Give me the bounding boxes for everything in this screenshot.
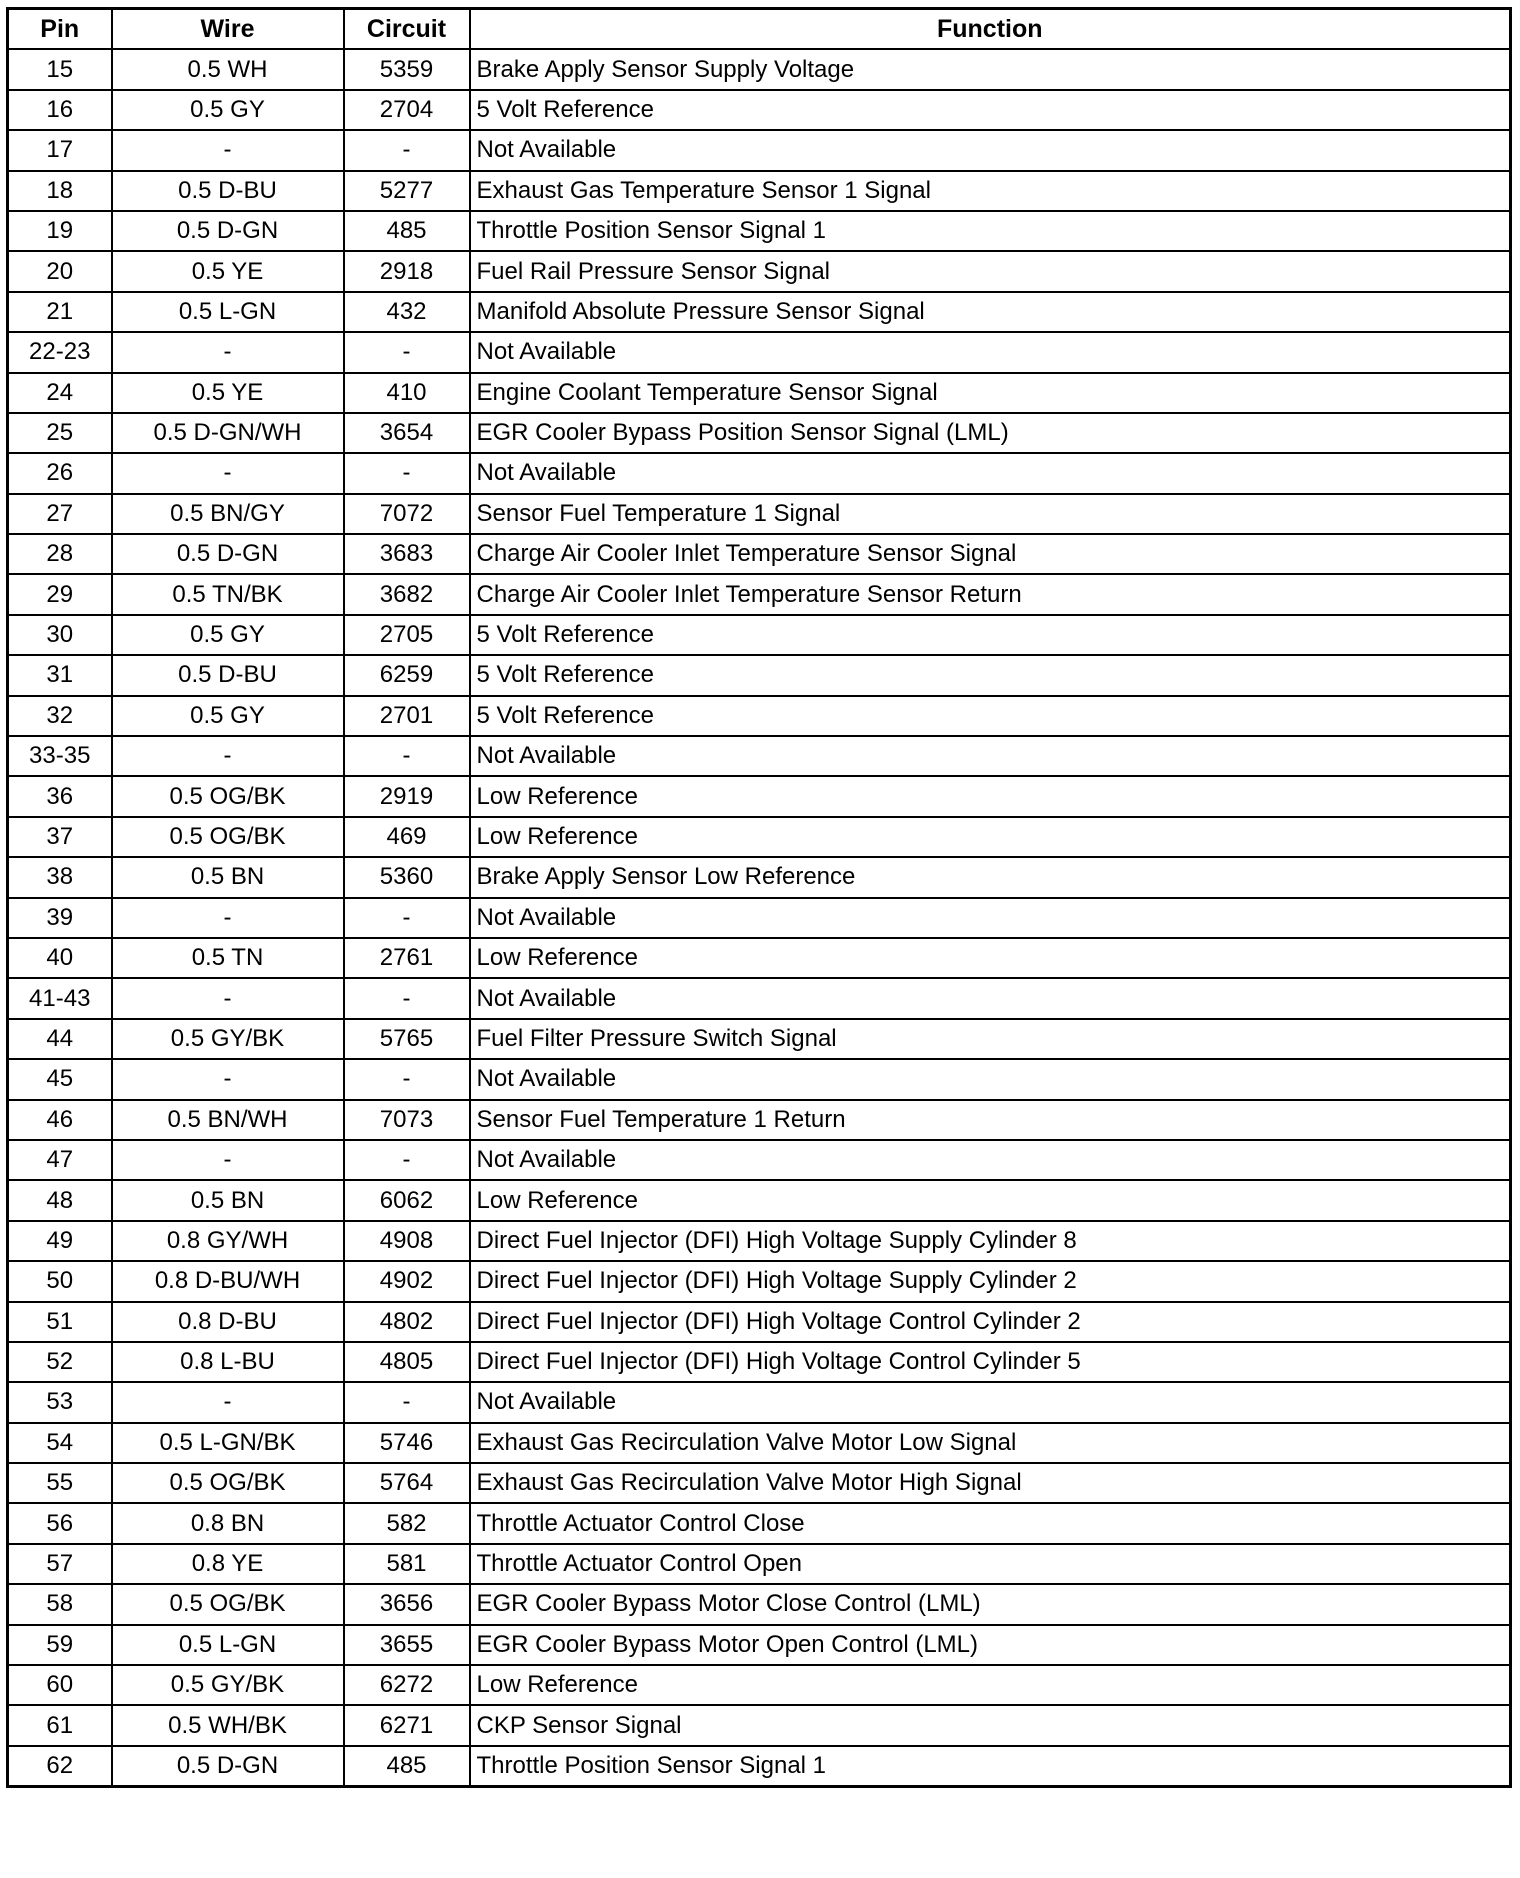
cell-circuit: 410 [344,373,470,413]
cell-wire: 0.5 TN [112,938,344,978]
cell-function: Exhaust Gas Recirculation Valve Motor High Signal [470,1463,1511,1503]
cell-circuit: 6259 [344,655,470,695]
cell-function: Throttle Actuator Control Close [470,1503,1511,1543]
table-body [8,49,1511,1786]
table-row [8,494,1511,534]
cell-function: 5 Volt Reference [470,90,1511,130]
cell-pin: 50 [8,1261,112,1301]
cell-wire: 0.5 D-BU [112,655,344,695]
cell-function: Direct Fuel Injector (DFI) High Voltage Control Cylinder 2 [470,1302,1511,1342]
cell-circuit: 6062 [344,1180,470,1220]
cell-pin: 39 [8,898,112,938]
cell-pin: 59 [8,1625,112,1665]
cell-function: Low Reference [470,938,1511,978]
cell-wire: 0.5 TN/BK [112,574,344,614]
cell-circuit: 432 [344,292,470,332]
table-row [8,655,1511,695]
cell-wire: 0.5 WH/BK [112,1705,344,1745]
table-row [8,776,1511,816]
table-row [8,898,1511,938]
cell-function: Low Reference [470,817,1511,857]
cell-wire: 0.5 D-GN [112,211,344,251]
cell-pin: 40 [8,938,112,978]
cell-circuit: 582 [344,1503,470,1543]
cell-pin: 32 [8,696,112,736]
cell-pin: 29 [8,574,112,614]
cell-wire: 0.5 BN/WH [112,1100,344,1140]
cell-function: Direct Fuel Injector (DFI) High Voltage Control Cylinder 5 [470,1342,1511,1382]
cell-wire: 0.5 D-GN [112,534,344,574]
cell-pin: 28 [8,534,112,574]
cell-pin: 17 [8,130,112,170]
header-wire: Wire [112,9,344,50]
cell-pin: 60 [8,1665,112,1705]
table-row [8,696,1511,736]
cell-pin: 25 [8,413,112,453]
cell-function: EGR Cooler Bypass Motor Close Control (LML) [470,1584,1511,1624]
cell-circuit: 4805 [344,1342,470,1382]
table-row [8,1544,1511,1584]
cell-wire: 0.5 L-GN/BK [112,1423,344,1463]
table-row [8,1302,1511,1342]
cell-wire: 0.5 L-GN [112,292,344,332]
cell-circuit: - [344,736,470,776]
table-row [8,1503,1511,1543]
cell-wire: 0.5 OG/BK [112,817,344,857]
cell-circuit: 2705 [344,615,470,655]
cell-pin: 15 [8,49,112,89]
cell-circuit: 6271 [344,1705,470,1745]
table-row [8,211,1511,251]
cell-wire: 0.5 L-GN [112,1625,344,1665]
cell-wire: 0.8 L-BU [112,1342,344,1382]
cell-pin: 18 [8,171,112,211]
table-row [8,1140,1511,1180]
cell-function: Throttle Actuator Control Open [470,1544,1511,1584]
table-row [8,1019,1511,1059]
cell-pin: 37 [8,817,112,857]
cell-circuit: - [344,332,470,372]
cell-circuit: 485 [344,1746,470,1787]
cell-function: Not Available [470,736,1511,776]
table-row [8,1100,1511,1140]
table-row [8,171,1511,211]
table-row [8,453,1511,493]
cell-pin: 38 [8,857,112,897]
cell-function: Manifold Absolute Pressure Sensor Signal [470,292,1511,332]
table-row [8,574,1511,614]
cell-pin: 47 [8,1140,112,1180]
table-row [8,1382,1511,1422]
table-row [8,978,1511,1018]
cell-wire: 0.8 YE [112,1544,344,1584]
cell-function: Not Available [470,1059,1511,1099]
cell-wire: 0.5 YE [112,373,344,413]
cell-circuit: 4802 [344,1302,470,1342]
cell-function: Fuel Filter Pressure Switch Signal [470,1019,1511,1059]
table-row [8,413,1511,453]
cell-function: Direct Fuel Injector (DFI) High Voltage Supply Cylinder 8 [470,1221,1511,1261]
cell-circuit: 2701 [344,696,470,736]
table-row [8,857,1511,897]
cell-function: CKP Sensor Signal [470,1705,1511,1745]
table-row [8,49,1511,89]
table-row [8,332,1511,372]
cell-pin: 54 [8,1423,112,1463]
cell-circuit: - [344,1059,470,1099]
cell-pin: 33-35 [8,736,112,776]
table-row [8,373,1511,413]
cell-pin: 16 [8,90,112,130]
cell-function: 5 Volt Reference [470,655,1511,695]
cell-wire: 0.8 GY/WH [112,1221,344,1261]
cell-function: Brake Apply Sensor Low Reference [470,857,1511,897]
cell-circuit: 3654 [344,413,470,453]
cell-pin: 41-43 [8,978,112,1018]
cell-wire: - [112,898,344,938]
cell-circuit: - [344,1140,470,1180]
cell-wire: - [112,978,344,1018]
cell-function: Low Reference [470,1180,1511,1220]
cell-pin: 31 [8,655,112,695]
table-row [8,251,1511,291]
cell-pin: 46 [8,1100,112,1140]
cell-circuit: 3656 [344,1584,470,1624]
cell-function: 5 Volt Reference [470,615,1511,655]
cell-function: Not Available [470,130,1511,170]
cell-pin: 26 [8,453,112,493]
cell-wire: 0.5 D-GN/WH [112,413,344,453]
cell-pin: 56 [8,1503,112,1543]
cell-circuit: - [344,130,470,170]
cell-pin: 20 [8,251,112,291]
cell-function: Sensor Fuel Temperature 1 Signal [470,494,1511,534]
cell-function: Throttle Position Sensor Signal 1 [470,1746,1511,1787]
cell-wire: 0.8 BN [112,1503,344,1543]
cell-circuit: 3655 [344,1625,470,1665]
table-row [8,1625,1511,1665]
cell-circuit: 5746 [344,1423,470,1463]
cell-circuit: 5360 [344,857,470,897]
cell-wire: 0.5 GY [112,615,344,655]
cell-wire: - [112,332,344,372]
cell-wire: 0.8 D-BU/WH [112,1261,344,1301]
cell-circuit: - [344,978,470,1018]
cell-wire: 0.5 YE [112,251,344,291]
cell-pin: 30 [8,615,112,655]
cell-function: Charge Air Cooler Inlet Temperature Sensor Signal [470,534,1511,574]
table-row [8,817,1511,857]
cell-wire: 0.5 OG/BK [112,1584,344,1624]
cell-pin: 36 [8,776,112,816]
cell-circuit: 469 [344,817,470,857]
cell-wire: 0.5 GY/BK [112,1665,344,1705]
cell-function: Exhaust Gas Temperature Sensor 1 Signal [470,171,1511,211]
cell-wire: 0.5 D-GN [112,1746,344,1787]
cell-function: Throttle Position Sensor Signal 1 [470,211,1511,251]
table-row [8,1584,1511,1624]
cell-pin: 19 [8,211,112,251]
cell-function: Fuel Rail Pressure Sensor Signal [470,251,1511,291]
table-row [8,1180,1511,1220]
cell-circuit: 2919 [344,776,470,816]
cell-pin: 45 [8,1059,112,1099]
cell-wire: - [112,1140,344,1180]
cell-circuit: 7072 [344,494,470,534]
cell-function: Sensor Fuel Temperature 1 Return [470,1100,1511,1140]
cell-function: Not Available [470,1382,1511,1422]
cell-circuit: 5277 [344,171,470,211]
cell-wire: - [112,130,344,170]
cell-wire: 0.5 GY [112,90,344,130]
table-row [8,1463,1511,1503]
table-row [8,1221,1511,1261]
cell-pin: 24 [8,373,112,413]
cell-circuit: 3683 [344,534,470,574]
cell-function: Not Available [470,453,1511,493]
cell-function: Not Available [470,898,1511,938]
cell-circuit: - [344,898,470,938]
cell-circuit: 3682 [344,574,470,614]
cell-wire: - [112,736,344,776]
cell-wire: 0.5 OG/BK [112,776,344,816]
cell-circuit: 6272 [344,1665,470,1705]
cell-wire: 0.8 D-BU [112,1302,344,1342]
cell-function: Not Available [470,332,1511,372]
table-row [8,1342,1511,1382]
cell-wire: 0.5 OG/BK [112,1463,344,1503]
table-row [8,736,1511,776]
cell-wire: 0.5 GY/BK [112,1019,344,1059]
cell-circuit: 2704 [344,90,470,130]
cell-wire: - [112,453,344,493]
cell-pin: 58 [8,1584,112,1624]
cell-wire: 0.5 GY [112,696,344,736]
table-row [8,534,1511,574]
cell-circuit: 2918 [344,251,470,291]
cell-wire: - [112,1059,344,1099]
header-circuit: Circuit [344,9,470,50]
cell-function: Engine Coolant Temperature Sensor Signal [470,373,1511,413]
cell-pin: 51 [8,1302,112,1342]
table-row [8,1705,1511,1745]
cell-pin: 48 [8,1180,112,1220]
cell-pin: 55 [8,1463,112,1503]
table-header-row [8,9,1511,50]
cell-function: Brake Apply Sensor Supply Voltage [470,49,1511,89]
table-row [8,1423,1511,1463]
cell-function: 5 Volt Reference [470,696,1511,736]
cell-function: Not Available [470,1140,1511,1180]
cell-pin: 22-23 [8,332,112,372]
table-row [8,1261,1511,1301]
cell-circuit: 4908 [344,1221,470,1261]
table-row [8,1746,1511,1787]
cell-pin: 57 [8,1544,112,1584]
cell-pin: 53 [8,1382,112,1422]
table-row [8,1665,1511,1705]
cell-function: Charge Air Cooler Inlet Temperature Sensor Return [470,574,1511,614]
cell-pin: 61 [8,1705,112,1745]
cell-circuit: 5764 [344,1463,470,1503]
cell-function: Not Available [470,978,1511,1018]
cell-circuit: 4902 [344,1261,470,1301]
cell-pin: 52 [8,1342,112,1382]
cell-function: EGR Cooler Bypass Motor Open Control (LML) [470,1625,1511,1665]
table-row [8,130,1511,170]
table-row [8,615,1511,655]
cell-circuit: 581 [344,1544,470,1584]
cell-wire: 0.5 BN [112,857,344,897]
cell-wire: 0.5 WH [112,49,344,89]
cell-function: EGR Cooler Bypass Position Sensor Signal (LML) [470,413,1511,453]
cell-pin: 27 [8,494,112,534]
cell-function: Direct Fuel Injector (DFI) High Voltage Supply Cylinder 2 [470,1261,1511,1301]
cell-function: Low Reference [470,776,1511,816]
cell-circuit: 5359 [344,49,470,89]
cell-circuit: 7073 [344,1100,470,1140]
table-row [8,938,1511,978]
cell-wire: - [112,1382,344,1422]
cell-circuit: 5765 [344,1019,470,1059]
cell-wire: 0.5 BN [112,1180,344,1220]
cell-circuit: - [344,453,470,493]
header-function: Function [470,9,1511,50]
cell-circuit: - [344,1382,470,1422]
cell-wire: 0.5 D-BU [112,171,344,211]
cell-pin: 21 [8,292,112,332]
cell-circuit: 2761 [344,938,470,978]
connector-pinout-table [6,7,1512,1788]
cell-function: Low Reference [470,1665,1511,1705]
table-row [8,90,1511,130]
cell-wire: 0.5 BN/GY [112,494,344,534]
cell-pin: 49 [8,1221,112,1261]
cell-pin: 62 [8,1746,112,1787]
table-row [8,1059,1511,1099]
header-pin: Pin [8,9,112,50]
cell-circuit: 485 [344,211,470,251]
cell-pin: 44 [8,1019,112,1059]
cell-function: Exhaust Gas Recirculation Valve Motor Low Signal [470,1423,1511,1463]
table-row [8,292,1511,332]
